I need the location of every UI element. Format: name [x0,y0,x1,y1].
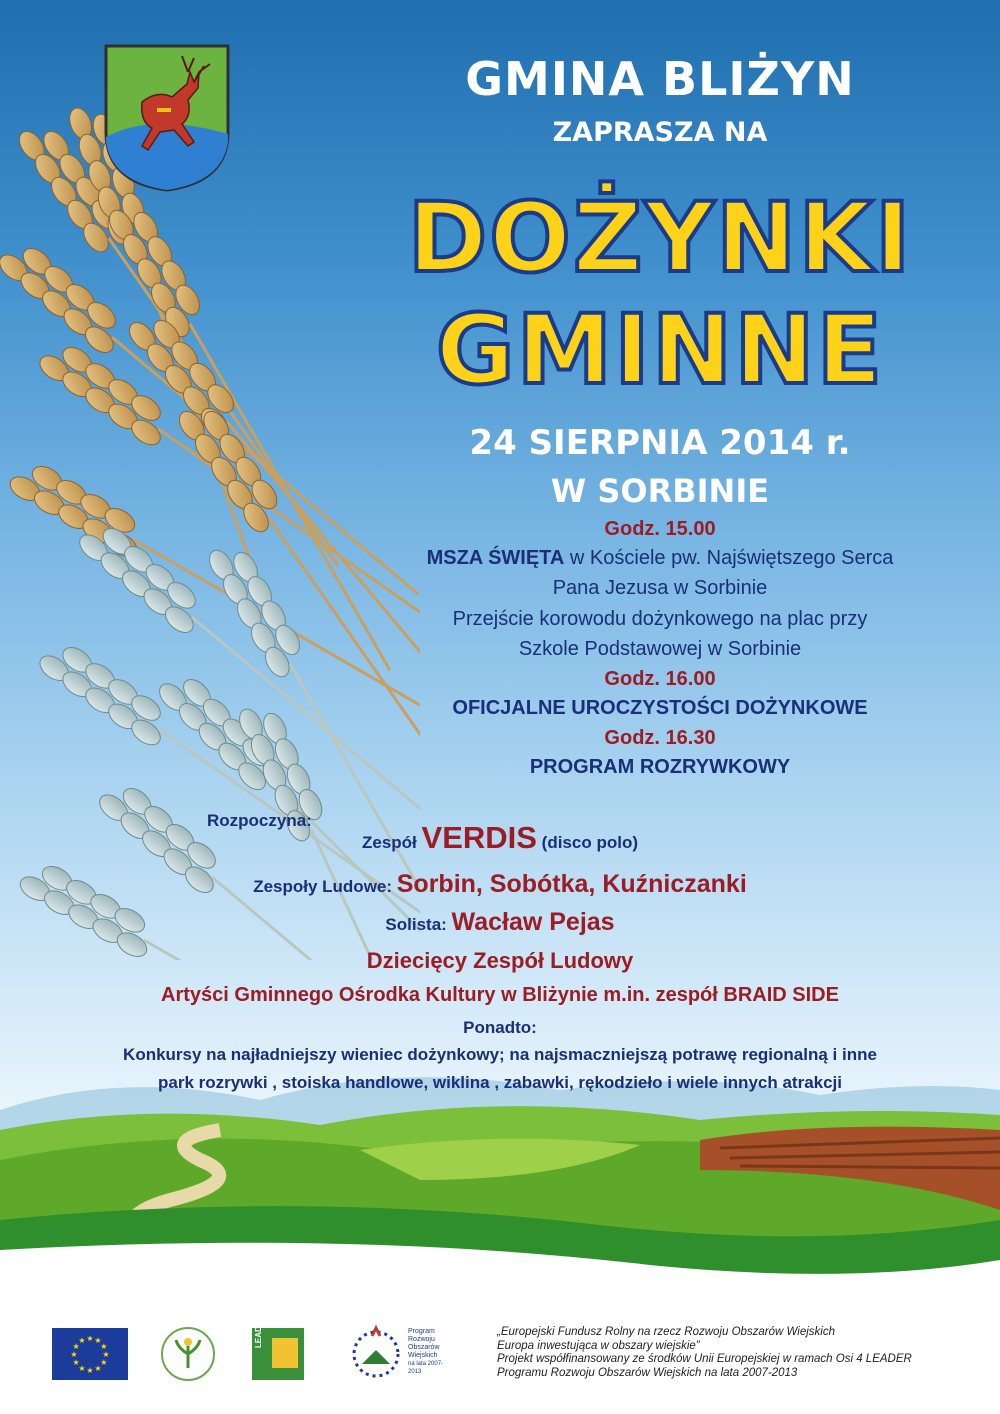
band-genre: (disco polo) [536,833,638,852]
event-date: 24 SIERPNIA 2014 r. [469,423,851,463]
ceremony-text: OFICJALNE UROCZYSTOŚCI DOŻYNKOWE [452,697,868,719]
mass-line2: Pana Jezusa w Sorbinie [552,577,768,599]
eu-flag-icon [52,1328,128,1380]
coat-of-arms-icon [102,42,232,192]
extras-line1: Konkursy na najładniejszy wieniec dożynkowy; na najsmaczniejszą potrawę regionalną i inne [123,1045,877,1064]
prow-text-4: Wiejskich [408,1352,438,1359]
folk-names: Sorbin, Sobótka, Kuźniczanki [396,870,747,898]
soloist-line [0,908,1000,937]
prow-text [408,1328,448,1376]
eu-star-icon: ★ [100,1342,108,1351]
mass-location: w Kościele pw. Najświętszego Serca [564,547,894,569]
invitation-subtitle: ZAPRASZA NA [552,117,768,148]
eu-star-icon: ★ [78,1336,86,1346]
folk-label: Zespoły Ludowe: [253,877,397,896]
footer-funding-text [497,1326,977,1380]
children-group: Dziecięcy Zespół Ludowy [366,948,634,973]
eu-star-icon: ★ [102,1350,110,1359]
prow-text-5: na lata 2007-2013 [408,1361,444,1375]
artists-line: Artyści Gminnego Ośrodka Kultury w Bliżynie m.in. zespół BRAID SIDE [161,984,839,1006]
procession-line2: Szkole Podstawowej w Sorbinie [518,638,802,660]
procession-line1: Przejście korowodu dożynkowego na plac przy [452,608,868,630]
eu-star-icon: ★ [100,1358,108,1367]
also-label: Ponadto: [463,1018,537,1037]
footer-line1: „Europejski Fundusz Rolny na rzecz Rozwoju Obszarów Wiejskich [497,1326,835,1338]
footer-line3: Projekt współfinansowany ze środków Unii Europejskiej w ramach Osi 4 LEADER [497,1353,912,1365]
municipality-title: GMINA BLIŻYN [465,52,855,106]
eu-star-icon: ★ [94,1336,102,1346]
eu-star-icon: ★ [72,1342,80,1351]
folk-line [0,870,1000,899]
eu-star-icon: ★ [72,1358,80,1367]
eu-star-icon: ★ [94,1363,102,1373]
band-label: Zespół [362,833,422,852]
eu-star-icon: ★ [70,1350,78,1359]
leader-logo [252,1315,304,1380]
mass-title: MSZA ŚWIĘTA [426,547,565,569]
extras-line2: park rozrywki , stoiska handlowe, wiklina , zabawki, rękodzieło i wiele innych atrakcji [157,1073,843,1092]
soloist-label: Solista: [385,915,452,934]
prow-text-1: Program [408,1328,435,1335]
prow-logo [348,1322,448,1384]
band-name: VERDIS [421,820,537,855]
prow-text-2: Rozwoju [408,1336,435,1343]
local-action-group-logo-icon [160,1324,216,1384]
footer-line4: Programu Rozwoju Obszarów Wiejskich na lata 2007-2013 [497,1366,798,1379]
time-3: Godz. 16.30 [604,727,716,749]
mass-line [340,547,980,570]
soloist-name: Wacław Pejas [451,908,615,936]
event-place: W SORBINIE [550,472,770,510]
event-title-line1: DOŻYNKI [407,182,913,294]
time-1: Godz. 15.00 [604,518,716,540]
event-title-line2: GMINNE [435,294,885,406]
eu-star-icon: ★ [78,1363,86,1373]
leader-symbol-icon [272,1338,298,1368]
leader-logo-text: LEADER [254,1315,263,1348]
prow-text-3: Obszarów [408,1344,440,1351]
prow-emblem-icon [348,1324,404,1382]
program-text: PROGRAM ROZRYWKOWY [529,756,791,778]
band-line [0,820,1000,856]
time-2: Godz. 16.00 [604,668,716,690]
eu-star-icon: ★ [86,1366,94,1375]
start-label: Rozpoczyna: [207,811,312,830]
footer-line2: Europa inwestująca w obszary wiejskie” [497,1339,700,1352]
eu-star-icon: ★ [86,1334,94,1343]
